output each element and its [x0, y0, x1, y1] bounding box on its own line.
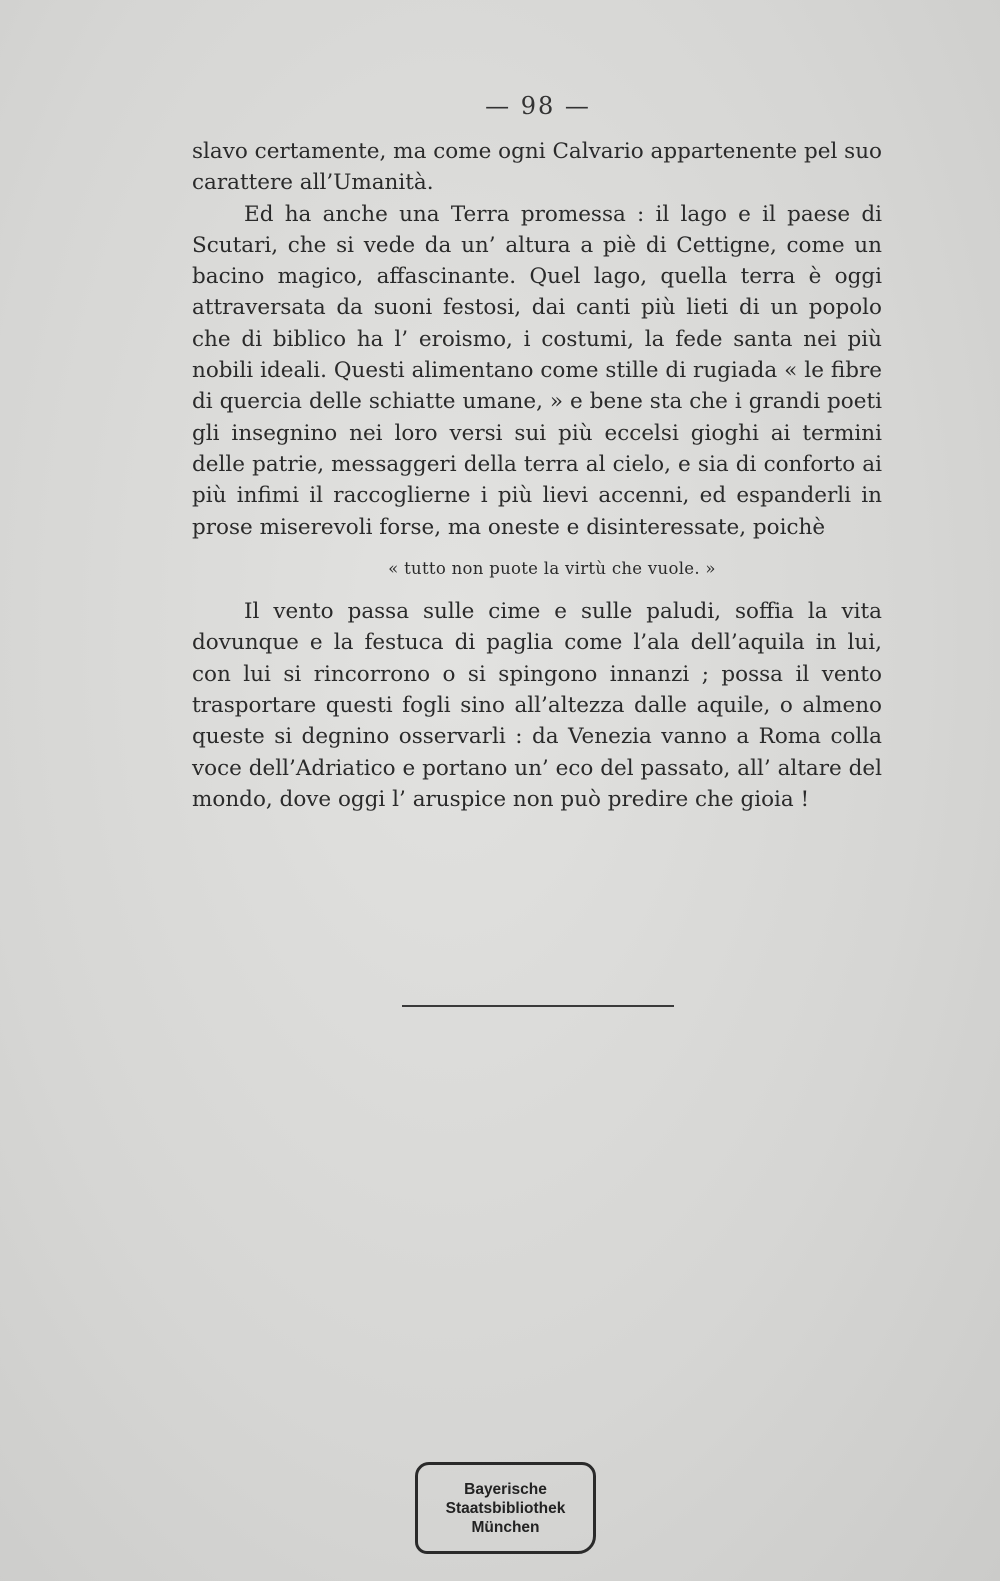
section-divider — [402, 1005, 674, 1007]
paragraph-3: Il vento passa sulle cime e sulle paludi, soffia la vita dovunque e la festuca di paglia come l’ala dell’aquila in lui, con lui si rincorrono o si spingono innanzi ; possa il vento trasportare questi fogli sino all’altezza dalle aquile, o almeno queste si degnino osservarli : da Venezia vanno a Roma colla voce dell’Adriatico e portano un’ eco del passato, all’ altare del mondo, dove oggi l’ aruspice non può predire che gioia ! — [192, 599, 882, 812]
verse-quote: « tutto non puote la virtù che vuole. » — [388, 558, 716, 578]
stamp-line-3: München — [471, 1518, 540, 1536]
paragraph-2: Ed ha anche una Terra promessa : il lago e il paese di Scutari, che si vede da un’ altura a piè di Cettigne, come un bacino magico, affascinante. Quel lago, quella terra è oggi attraversata da suoni festosi, dai canti più lieti di un popolo che di biblico ha l’ eroismo, i costumi, la fede santa nei più nobili ideali. Questi alimentano come stille di rugiada « le fibre di quercia delle schiatte umane, » e bene sta che i grandi poeti gli insegnino nei loro versi sui più eccelsi gioghi ai termini delle patrie, messaggeri della terra al cielo, e sia di conforto ai più infimi il raccoglierne i più lievi accenni, ed espanderli in prose miserevoli forse, ma oneste e disinteressate, poichè — [192, 201, 882, 540]
library-stamp — [415, 1462, 596, 1554]
page-number: — 98 — — [485, 92, 591, 120]
stamp-line-2: Staatsbibliothek — [445, 1499, 566, 1517]
paragraph-1: slavo certamente, ma come ogni Calvario appartenente pel suo carattere all’Umanità. — [192, 139, 882, 196]
stamp-line-1: Bayerische — [464, 1480, 547, 1498]
body-text — [192, 136, 882, 815]
